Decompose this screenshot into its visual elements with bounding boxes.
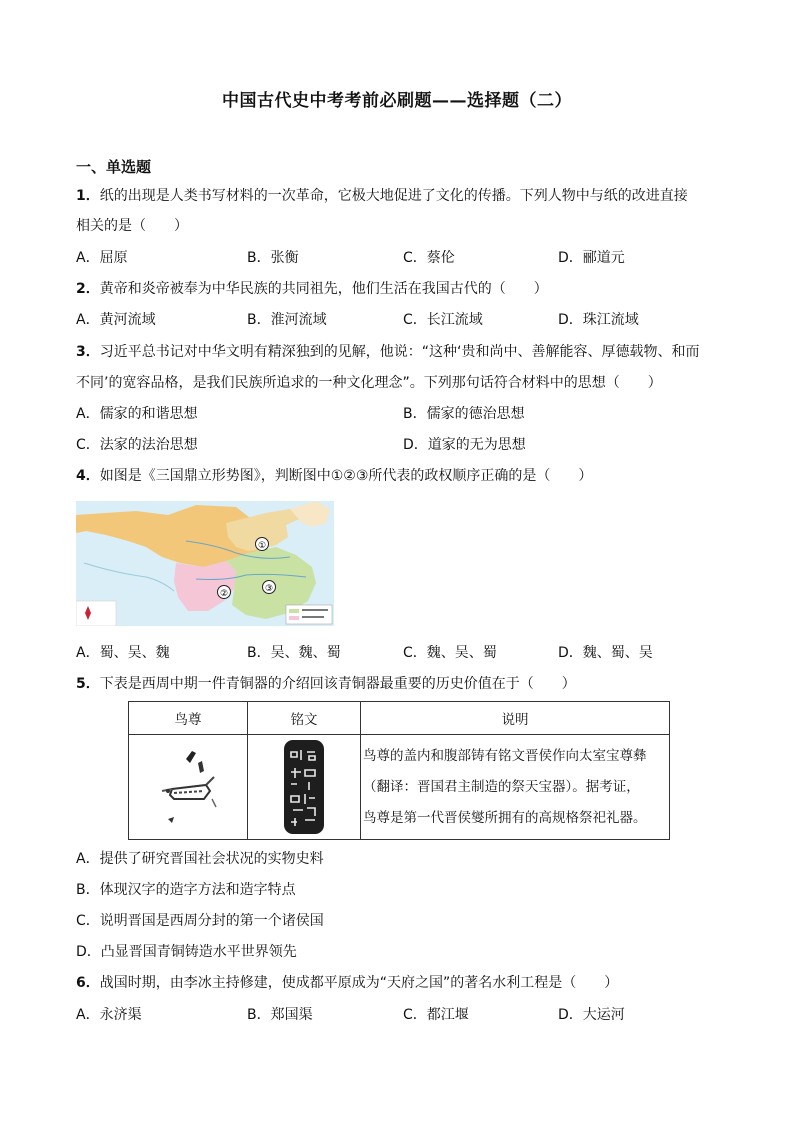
legend-swatch-icon <box>289 616 299 620</box>
table-row <box>129 735 670 840</box>
explanation-line: 鸟尊是第一代晋侯燮所拥有的高规格祭祀礼器。 <box>363 809 647 826</box>
three-kingdoms-map <box>76 501 334 626</box>
option-c[interactable]: C．蔡伦 <box>403 250 455 266</box>
question-3-stem <box>76 342 699 362</box>
option-c[interactable]: C．法家的法治思想 <box>76 437 198 453</box>
question-text: 如图是《三国鼎立形势图》，判断图中①②③所代表的政权顺序正确的是（ ） <box>99 468 593 484</box>
option-c[interactable]: C．魏、吴、蜀 <box>403 645 497 661</box>
option-c[interactable]: C．说明晋国是西周分封的第一个诸侯国 <box>76 913 324 929</box>
option-a[interactable]: A．提供了研究晋国社会状况的实物史料 <box>76 851 324 867</box>
question-3-options-row1 <box>76 404 726 424</box>
question-4-stem <box>76 466 592 486</box>
option-d[interactable]: D．凸显晋国青铜铸造水平世界领先 <box>76 944 297 960</box>
bird-vessel-cell <box>129 735 248 840</box>
option-a[interactable]: A．儒家的和谐思想 <box>76 406 198 422</box>
question-number: 4． <box>76 468 100 484</box>
legend-text-mark <box>302 616 324 618</box>
question-6-stem <box>76 973 618 993</box>
map-label-1: ① <box>257 541 267 551</box>
question-6-options <box>76 1005 726 1025</box>
option-b[interactable]: B．淮河流域 <box>247 312 327 328</box>
bronze-info-table <box>128 701 670 840</box>
explanation-line: （翻译：晋国君主制造的祭天宝器）。据考证， <box>363 778 640 795</box>
map-label-2: ② <box>219 589 229 599</box>
question-text: 战国时期，由李冰主持修建，使成都平原成为“天府之国”的著名水利工程是（ ） <box>99 975 619 991</box>
question-text: 纸的出现是人类书写材料的一次革命，它极大地促进了文化的传播。下列人物中与纸的改进直接 <box>99 188 688 204</box>
section-heading: 一、单选题 <box>76 158 152 176</box>
explanation-cell <box>361 735 670 840</box>
option-c[interactable]: C．长江流域 <box>403 312 483 328</box>
question-text: 下表是西周中期一件青铜器的介绍回该青铜器最重要的历史价值在于（ ） <box>99 676 576 692</box>
legend-text-mark <box>302 609 328 611</box>
option-b[interactable]: B．体现汉字的造字方法和造字特点 <box>76 882 296 898</box>
option-a[interactable]: A．黄河流域 <box>76 312 156 328</box>
option-b[interactable]: B．张衡 <box>247 250 299 266</box>
question-1-stem-cont: 相关的是（ ） <box>76 218 188 234</box>
question-number: 2． <box>76 281 100 297</box>
option-d[interactable]: D．大运河 <box>558 1007 625 1023</box>
question-text: 黄帝和炎帝被奉为中华民族的共同祖先，他们生活在我国古代的（ ） <box>99 281 548 297</box>
question-text: 习近平总书记对中华文明有精深独到的见解，他说：“这种‘贵和尚中、善解能容、厚德载物、和而 <box>99 344 700 360</box>
option-d[interactable]: D．珠江流域 <box>558 312 639 328</box>
table-header-row <box>129 702 670 735</box>
option-a[interactable]: A．永济渠 <box>76 1007 142 1023</box>
map-legend-box <box>286 605 332 624</box>
explanation-line: 鸟尊的盖内和腹部铸有铭文晋侯作向太室宝尊彝 <box>363 747 647 764</box>
option-d[interactable]: D．魏、蜀、吴 <box>558 645 653 661</box>
table-header: 说明 <box>361 702 670 735</box>
option-b[interactable]: B．儒家的德治思想 <box>403 406 525 422</box>
bird-vessel-image <box>138 737 238 837</box>
question-2-options <box>76 310 726 330</box>
map-compass-box <box>76 601 116 626</box>
question-1-stem <box>76 186 688 206</box>
option-d[interactable]: D．道家的无为思想 <box>403 437 526 453</box>
question-1-options <box>76 248 726 268</box>
option-b[interactable]: B．吴、魏、蜀 <box>247 645 341 661</box>
question-number: 5． <box>76 676 100 692</box>
option-a[interactable]: A．蜀、吴、魏 <box>76 645 170 661</box>
map-label-3: ③ <box>264 584 274 594</box>
inscription-rubbing-image <box>279 738 329 836</box>
question-3-stem-cont: 不同’的宽容品格，是我们民族所追求的一种文化理念”。下列那句话符合材料中的思想（ ） <box>76 375 662 391</box>
question-number: 6． <box>76 975 100 991</box>
option-d[interactable]: D．郦道元 <box>558 250 625 266</box>
question-2-stem <box>76 279 548 299</box>
table-header: 铭文 <box>248 702 361 735</box>
legend-swatch-icon <box>289 609 299 613</box>
question-number: 1． <box>76 188 100 204</box>
question-3-options-row2 <box>76 435 726 455</box>
option-b[interactable]: B．郑国渠 <box>247 1007 313 1023</box>
question-5-stem <box>76 674 576 694</box>
inscription-cell <box>248 735 361 840</box>
option-c[interactable]: C．都江堰 <box>403 1007 469 1023</box>
option-a[interactable]: A．屈原 <box>76 250 128 266</box>
question-number: 3． <box>76 344 100 360</box>
table-header: 鸟尊 <box>129 702 248 735</box>
page-title: 中国古代史中考考前必刷题——选择题（二） <box>222 91 572 111</box>
question-4-options <box>76 643 726 663</box>
